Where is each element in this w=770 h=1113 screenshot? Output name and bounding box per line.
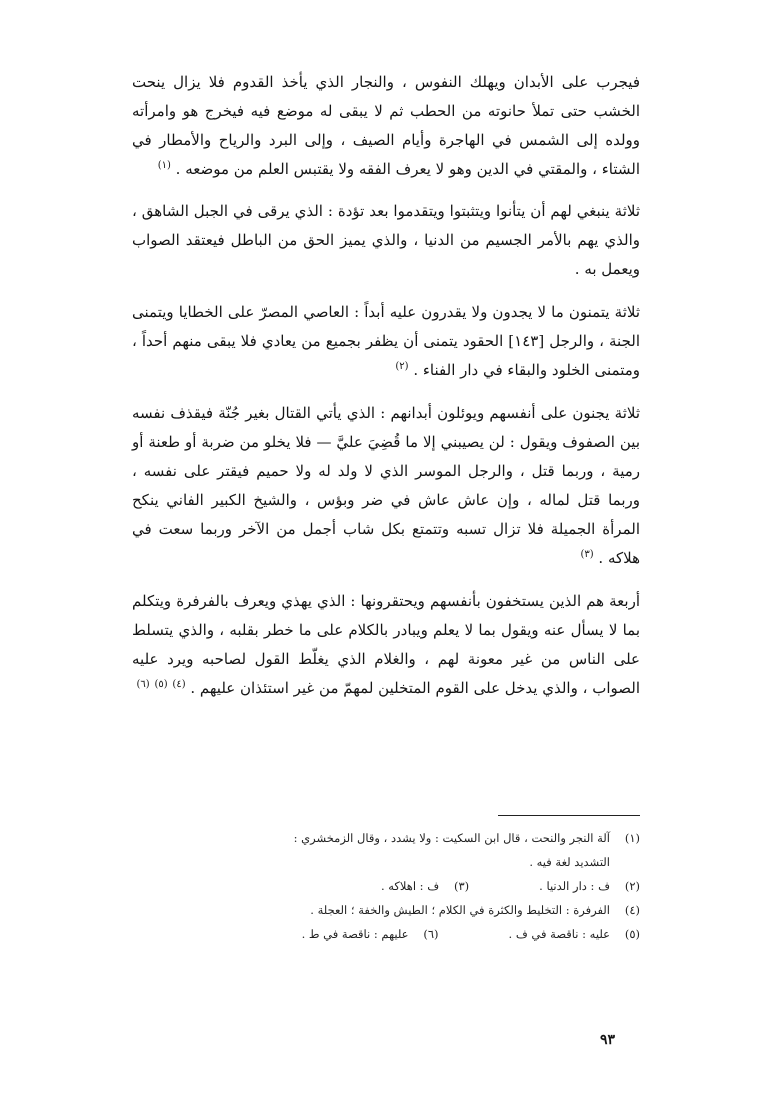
footnotes [132, 826, 640, 946]
footnote-spacer [469, 874, 539, 898]
footnote-1-text: آلة النجر والنحت ، قال ابن السكيت : ولا يشدد ، وقال الزمخشري : [293, 831, 610, 845]
footnote-mark-5: (٥) [154, 679, 168, 690]
paragraph-3-text: ثلاثة يتمنون ما لا يجدون ولا يقدرون عليه أبداً : العاصي المصرّ على الخطايا ويتمنى الجنة ، والرجل [١٤٣] الحقود يتمنى أن يظفر بجميع من يعادي فلا يبقى منهم أحداً ، ومتمنى الخلود والبقاء في دار الفناء . [132, 303, 640, 379]
footnote-mark-6: (٦) [136, 679, 150, 690]
footnote-1 [132, 826, 640, 850]
paragraph-1-text: فيجرب على الأبدان ويهلك النفوس ، والنجار الذي يأخذ القدوم فلا يزال ينحت الخشب حتى تملأ حانوته من الحطب ثم لا يبقى له موضع فيه فيخرج هو وامرأته وولده إلى الشمس في الهاجرة وأيام الصيف ، وإلى البرد والرياح والأمطار في الشتاء ، والمقتي في الدين وهو لا يعرف الفقه ولا يقتبس العلم من موضعه . [132, 73, 640, 178]
footnote-6-text: عليهم : ناقصة في ط . [301, 927, 409, 941]
footnote-mark-2: (٢) [395, 361, 409, 372]
paragraph-3 [132, 298, 640, 385]
footnote-5-text: عليه : ناقصة في ف . [508, 927, 610, 941]
footnote-4-text: الفرفرة : التخليط والكثرة في الكلام ؛ الطيش والخفة ؛ العجلة . [310, 903, 610, 917]
paragraph-5 [132, 587, 640, 703]
footnote-1-number: (١) [624, 831, 640, 845]
paragraph-4-text: ثلاثة يجنون على أنفسهم ويوئلون أبدانهم : الذي يأتي القتال بغير جُنّة فيقذف نفسه بين الصفوف ويقول : لن يصيبني إلا ما قُضِيَ عليَّ — فلا يخلو من ضربة أو طعنة أو رمية ، وربما قتل ، والرجل الموسر الذي لا ولد له ولا حميم فيقتر على نفسه ، وربما قتل لماله ، وإن عاش عاش في ضر وبؤس ، والشيخ الكبير الفاني ينكح المرأة الجميلة فلا تزال تسبه وتتمتع بكل شاب أجمل من الآخر وربما سعت في هلاكه . [132, 404, 640, 567]
page-number: ٩٣ [600, 1032, 616, 1048]
footnote-mark-3: (٣) [580, 549, 594, 560]
footnote-separator [498, 815, 640, 816]
footnote-3-text: ف : اهلاكه . [380, 879, 440, 893]
footnote-2-number: (٢) [624, 879, 640, 893]
footnote-1-continuation [132, 850, 640, 874]
footnote-4-number: (٤) [624, 903, 640, 917]
footnote-row-5-6 [132, 922, 640, 946]
paragraph-1 [132, 68, 640, 184]
paragraph-2-text: ثلاثة ينبغي لهم أن يتأنوا ويتثبتوا ويتقدموا بعد تؤدة : الذي يرقى في الجبل الشاهق ، والذي يهم بالأمر الجسيم من الدنيا ، والذي يميز الحق من الباطل فيعتقد الصواب ويعمل به . [132, 202, 640, 278]
footnote-6-number: (٦) [423, 927, 439, 941]
footnote-5-number: (٥) [624, 927, 640, 941]
footnote-mark-1: (١) [157, 160, 171, 171]
paragraph-4 [132, 399, 640, 573]
footnote-2-text: ف : دار الدنيا . [539, 879, 610, 893]
paragraph-2 [132, 197, 640, 284]
footnote-4 [132, 898, 640, 922]
paragraph-5-text: أربعة هم الذين يستخفون بأنفسهم ويحتقرونها : الذي يهذي ويعرف بالفرفرة ويتكلم بما لا يسأل عنه ويقول بما لا يعلم ويبادر بالكلام على ما خطر بقلبه ، والذي يتسلط على الناس من غير معونة لهم ، والغلام الذي يغلّط القول لصاحبه ويرد عليه الصواب ، والذي يدخل على القوم المتخلين لمهمّ من غير استئذان عليهم . [132, 592, 640, 697]
footnote-row-2-3 [132, 874, 640, 898]
footnote-mark-4: (٤) [172, 679, 186, 690]
footnote-3-number: (٣) [453, 879, 470, 893]
footnote-1-cont-text: التشديد لغة فيه . [529, 855, 610, 869]
footnote-spacer [439, 922, 509, 946]
main-text [132, 68, 640, 717]
